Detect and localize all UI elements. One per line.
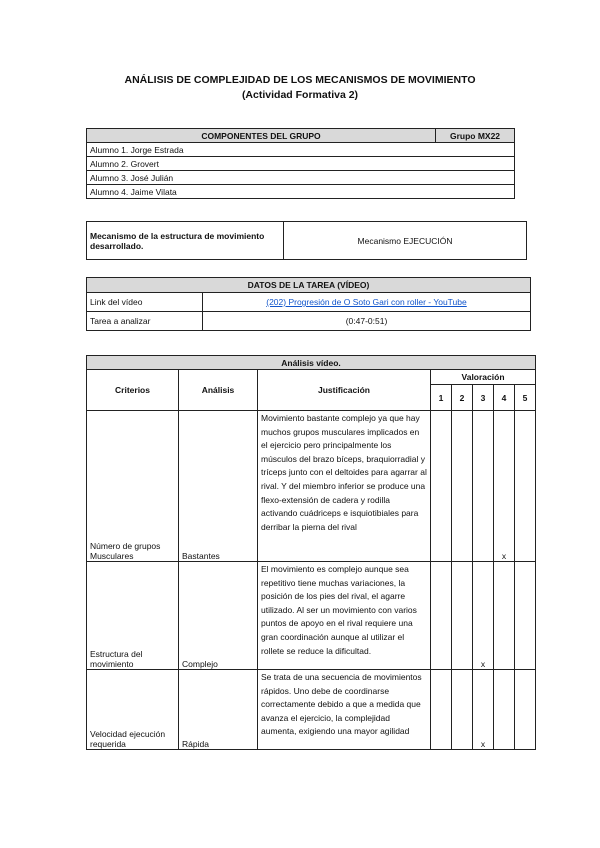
task-table — [86, 277, 531, 331]
rating-cell — [452, 670, 473, 750]
col-justification: Justificación — [258, 370, 431, 411]
row-criterion: Estructura del movimiento — [87, 562, 179, 670]
rating-cell — [431, 670, 452, 750]
scale-3: 3 — [473, 385, 494, 411]
page-title: ANÁLISIS DE COMPLEJIDAD DE LOS MECANISMOS DE MOVIMIENTO — [124, 74, 476, 86]
row-analysis: Bastantes — [179, 411, 258, 562]
task-label: Tarea a analizar — [87, 312, 203, 331]
scale-4: 4 — [494, 385, 515, 411]
table-row — [87, 670, 536, 750]
row-justification: Movimiento bastante complejo ya que hay muchos grupos musculares implicados en el ejercicio pero principalmente los músculos del brazo bíceps, braquiorradial y tríceps junto con el deltoides para agarrar al rival. Y del miembro inferior se produce una flexo-extensión de cadera y rodilla activando cuádriceps e isquiotibiales para derribar la pierna del rival — [258, 411, 431, 562]
rating-cell — [473, 411, 494, 562]
link-label: Link del vídeo — [87, 293, 203, 312]
group-label: Grupo MX22 — [436, 129, 515, 143]
rating-cell — [452, 411, 473, 562]
row-analysis: Rápida — [179, 670, 258, 750]
mechanism-label: Mecanismo de la estructura de movimiento desarrollado. — [87, 222, 284, 260]
scale-5: 5 — [515, 385, 536, 411]
rating-cell — [515, 670, 536, 750]
analysis-table — [86, 355, 536, 750]
group-table — [86, 128, 515, 199]
group-heading: COMPONENTES DEL GRUPO — [87, 129, 436, 143]
scale-1: 1 — [431, 385, 452, 411]
mechanism-table — [86, 221, 527, 260]
task-value: (0:47-0:51) — [203, 312, 531, 331]
rating-cell — [431, 562, 452, 670]
page-subtitle: (Actividad Formativa 2) — [241, 89, 359, 101]
member-1: Alumno 1. Jorge Estrada — [87, 143, 515, 157]
rating-cell — [494, 562, 515, 670]
rating-cell — [515, 562, 536, 670]
member-2: Alumno 2. Grovert — [87, 157, 515, 171]
row-justification: Se trata de una secuencia de movimientos rápidos. Uno debe de coordinarse correctamente debido a que a medida que avanza el ejercicio, la complejidad aumenta, exigiendo una mayor agilidad — [258, 670, 431, 750]
rating-mark: x — [473, 670, 494, 750]
row-justification: El movimiento es complejo aunque sea repetitivo tiene muchas variaciones, la posición de los pies del rival, el agarre utilizado. Al ser un movimiento con varios puntos de apoyo en el rival requiere una gran coordinación aunque al utilizar el rollete se reduce la dificultad. — [258, 562, 431, 670]
row-criterion: Número de grupos Musculares — [87, 411, 179, 562]
scale-2: 2 — [452, 385, 473, 411]
table-row — [87, 411, 536, 562]
rating-cell — [431, 411, 452, 562]
task-heading: DATOS DE LA TAREA (VÍDEO) — [87, 278, 531, 293]
row-criterion: Velocidad ejecución requerida — [87, 670, 179, 750]
member-3: Alumno 3. José Julián — [87, 171, 515, 185]
member-4: Alumno 4. Jaime Vilata — [87, 185, 515, 199]
col-rating: Valoración — [431, 370, 536, 385]
table-row — [87, 562, 536, 670]
rating-cell — [494, 670, 515, 750]
row-analysis: Complejo — [179, 562, 258, 670]
mechanism-value: Mecanismo EJECUCIÓN — [284, 222, 527, 260]
rating-cell — [515, 411, 536, 562]
col-analysis: Análisis — [179, 370, 258, 411]
video-link[interactable]: (202) Progresión de O Soto Gari con roller - YouTube — [266, 297, 467, 307]
rating-mark: x — [473, 562, 494, 670]
rating-mark: x — [494, 411, 515, 562]
rating-cell — [452, 562, 473, 670]
col-criteria: Criterios — [87, 370, 179, 411]
analysis-heading: Análisis vídeo. — [87, 356, 536, 370]
